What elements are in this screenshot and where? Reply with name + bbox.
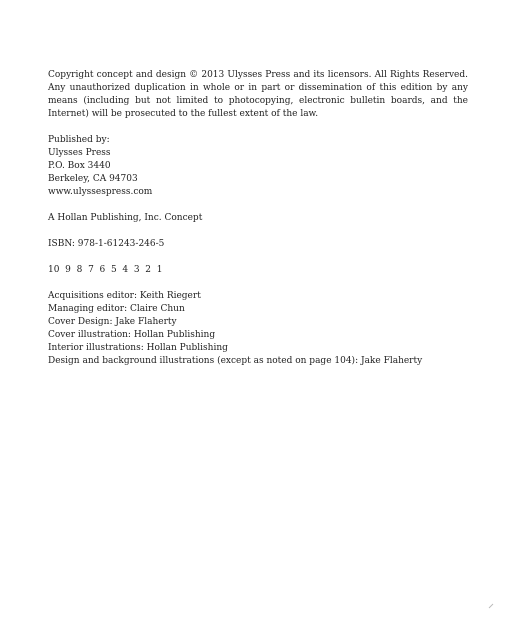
credit-item: Cover illustration: Hollan Publishing — [48, 330, 216, 340]
publisher-name: Ulysses Press — [48, 148, 111, 158]
copyright-text: Copyright concept and design © 2013 Ulysses Press and its licensors. All Rights Reserved. Any unauthorized duplication in whole or in part or dissemination of this edition by any means (including but not limited to photocopying, electronic bulletin boards, and the Internet) will be prosecuted to the fullest extent of the law. — [48, 70, 468, 119]
page-curl-icon — [488, 603, 494, 609]
isbn-line — [48, 238, 468, 251]
isbn-text: ISBN: 978-1-61243-246-5 — [48, 239, 165, 249]
printing-numbers: 10 9 8 7 6 5 4 3 2 1 — [48, 265, 163, 275]
credit-item: Design and background illustrations (except as noted on page 104): Jake Flaherty — [48, 356, 423, 366]
credit-item: Managing editor: Claire Chun — [48, 304, 185, 314]
publisher-city: Berkeley, CA 94703 — [48, 174, 138, 184]
printing-line — [48, 264, 468, 277]
publisher-website: www.ulyssespress.com — [48, 187, 153, 197]
credit-item: Acquisitions editor: Keith Riegert — [48, 291, 201, 301]
credit-item: Cover Design: Jake Flaherty — [48, 317, 177, 327]
concept-text: A Hollan Publishing, Inc. Concept — [48, 213, 203, 223]
copyright-notice — [48, 69, 468, 121]
credits-list — [48, 290, 468, 368]
credit-item: Interior illustrations: Hollan Publishing — [48, 343, 228, 353]
publisher-po-box: P.O. Box 3440 — [48, 161, 111, 171]
concept-line — [48, 212, 468, 225]
publisher-address — [48, 134, 468, 199]
copyright-page-content — [48, 69, 468, 381]
publisher-heading: Published by: — [48, 135, 110, 145]
